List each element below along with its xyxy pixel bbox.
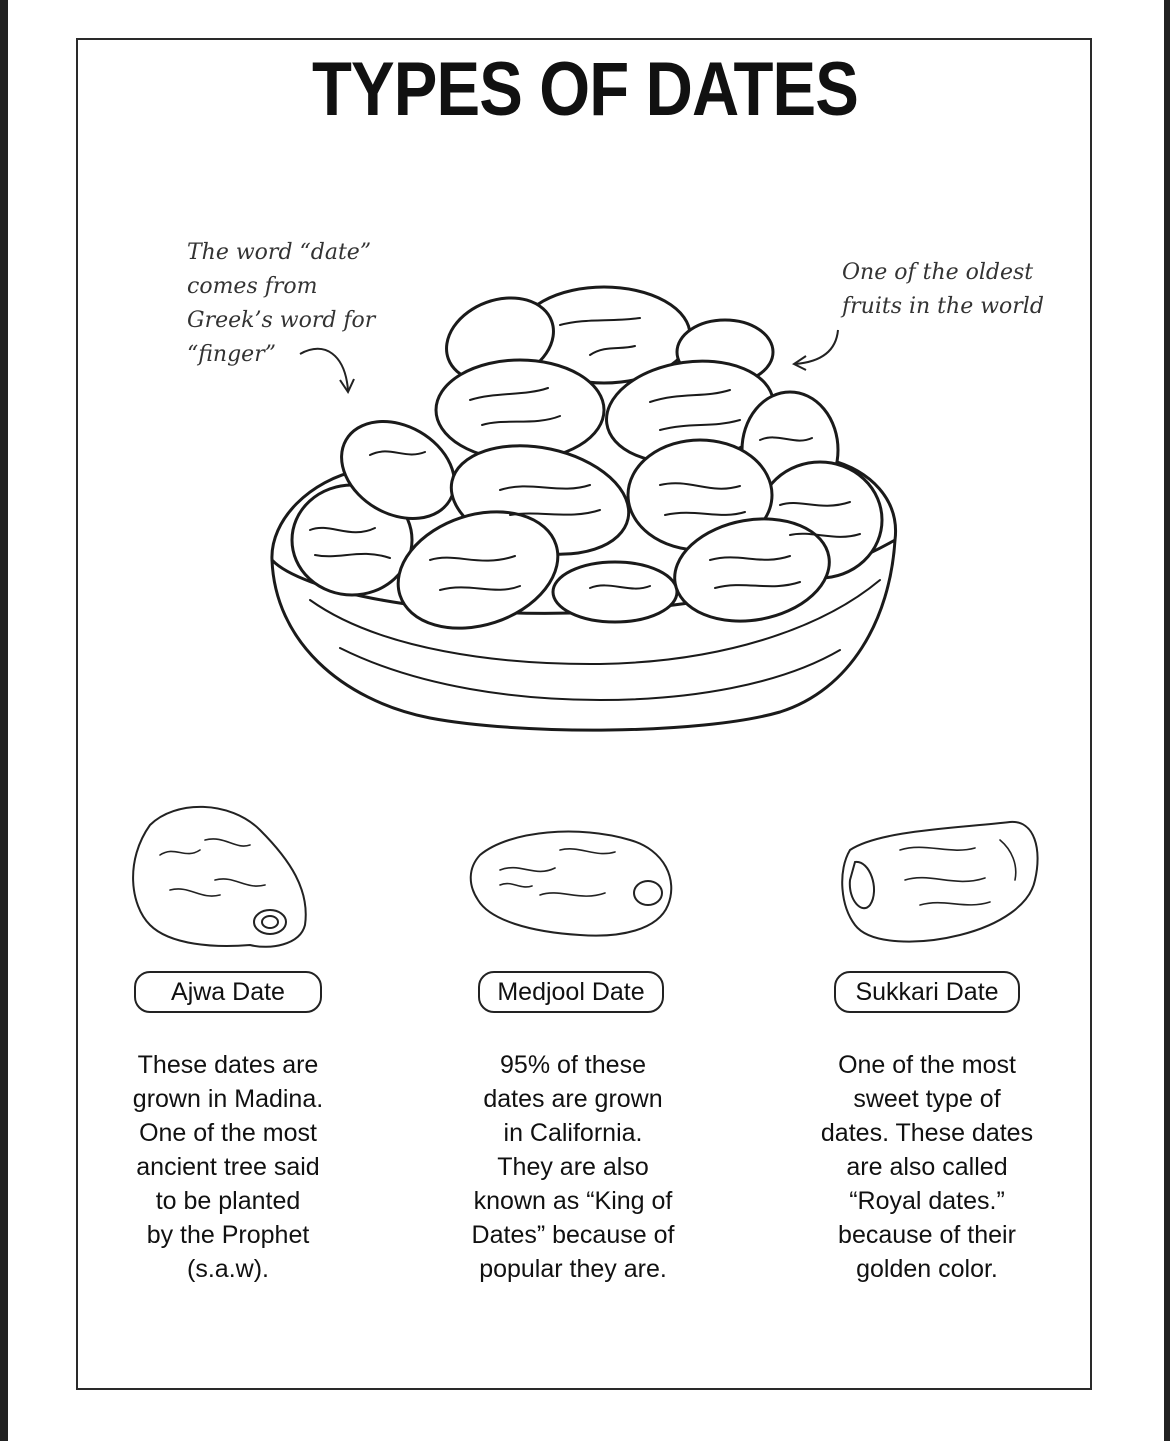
arrow-left-icon <box>300 349 354 392</box>
page-title: TYPES OF DATES <box>311 47 859 132</box>
medjool-date-icon <box>471 832 672 936</box>
note-oldest-fruit: One of the oldest fruits in the world <box>842 260 1044 319</box>
label-ajwa-date: Ajwa Date <box>134 971 322 1013</box>
description-sukkari-date: One of the most sweet type of dates. These dates are also called “Royal dates.” because of their golden color. <box>820 1051 1034 1283</box>
sukkari-date-icon <box>842 822 1037 942</box>
label-medjool-date: Medjool Date <box>478 971 664 1013</box>
label-sukkari-date: Sukkari Date <box>834 971 1020 1013</box>
arrow-right-icon <box>794 330 838 370</box>
description-ajwa-date: These dates are grown in Madina. One of the most ancient tree said to be planted by the Prophet (s.a.w). <box>132 1051 324 1283</box>
bowl-of-dates-illustration <box>272 284 896 730</box>
description-medjool-date: 95% of these dates are grown in California. They are also known as “King of Dates” because of popular they are. <box>471 1051 675 1283</box>
ajwa-date-icon <box>133 807 306 947</box>
note-date-etymology: The word “date” comes from Greek’s word for “finger” <box>187 240 376 367</box>
